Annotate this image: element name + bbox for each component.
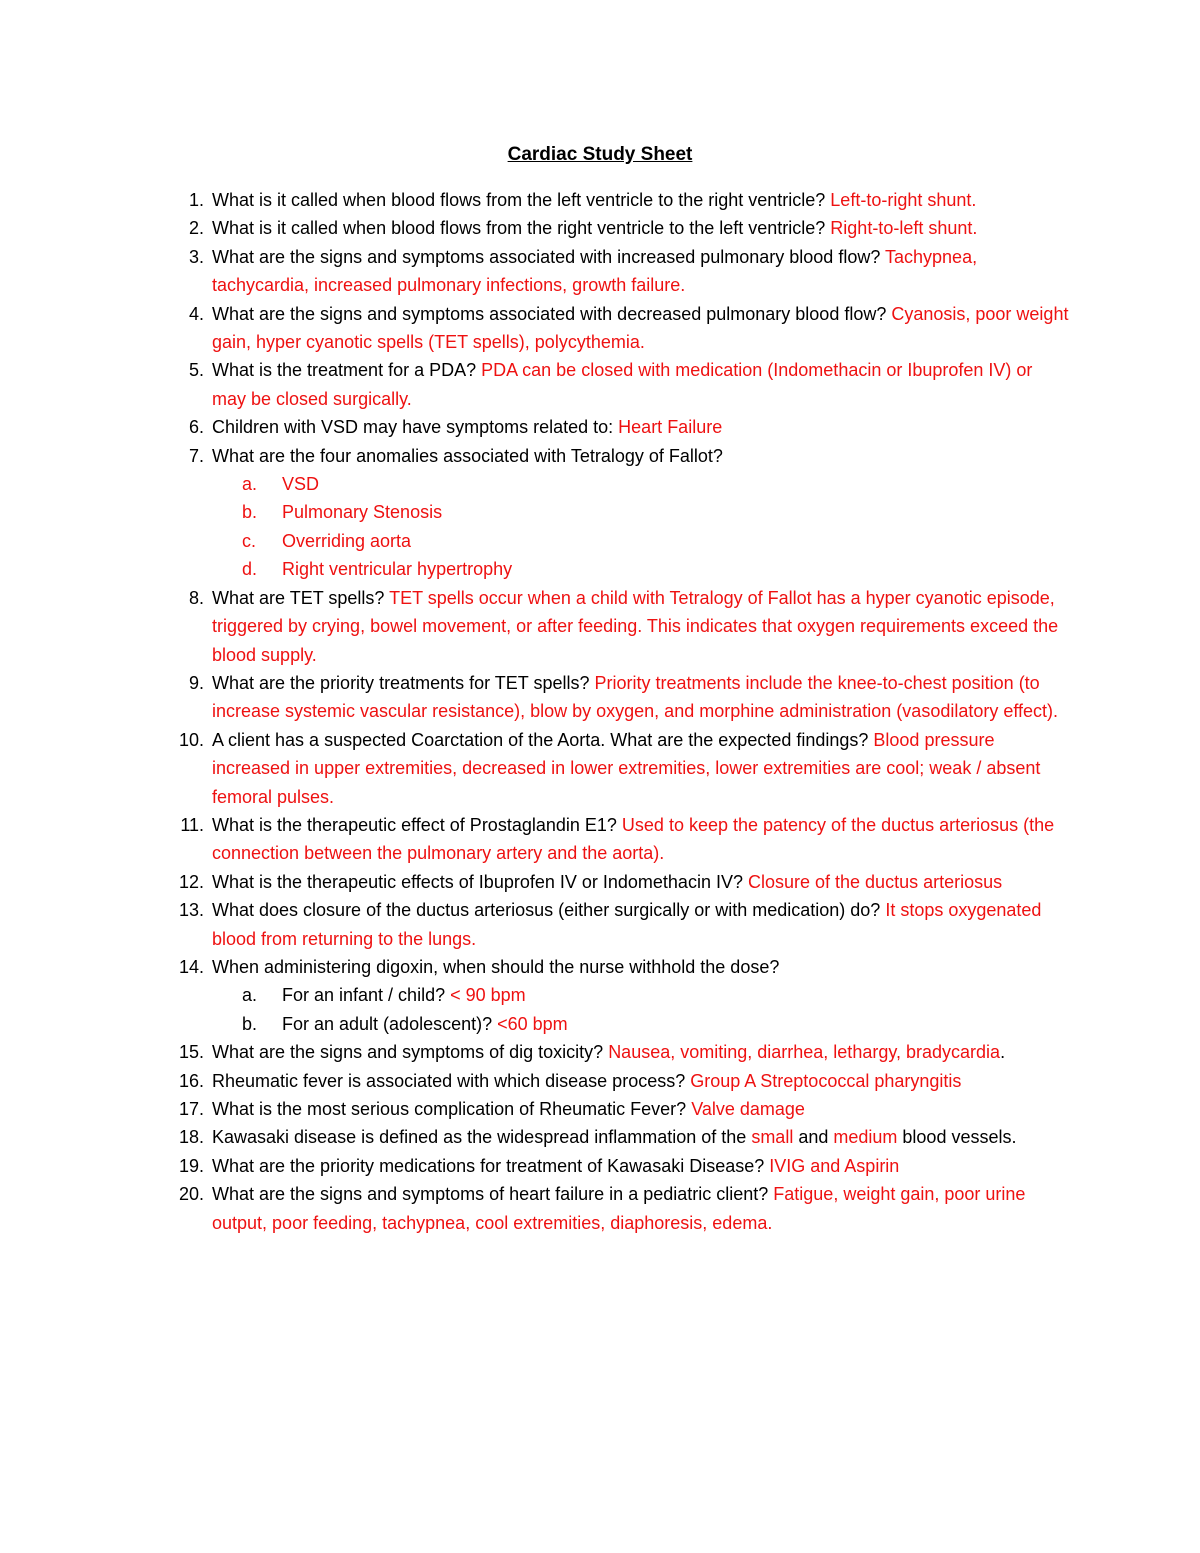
answer-text: Priority treatments include the knee-to-chest position (to increase systemic vascular resistance), blow by oxygen, and morphine administration (vasodilatory effect). <box>212 672 1059 722</box>
item-number: 13. <box>178 900 204 921</box>
answer-text: Cyanosis, poor weight gain, hyper cyanotic spells (TET spells), polycythemia. <box>212 303 1069 353</box>
question-text: Kawasaki disease is defined as the widespread inflammation of the <box>212 1127 752 1148</box>
list-item <box>160 669 1070 726</box>
answer-text: <60 bpm <box>497 1013 568 1034</box>
item-number: 18. <box>178 1127 204 1148</box>
list-item <box>160 442 1070 470</box>
list-item <box>160 1038 1070 1066</box>
answer-text: medium <box>833 1127 898 1148</box>
list-item <box>160 413 1070 441</box>
item-number: 19. <box>178 1155 204 1176</box>
list-item <box>160 1067 1070 1095</box>
sub-item-letter: b. <box>242 1013 258 1034</box>
sub-list-item <box>160 527 1070 555</box>
item-number: 17. <box>178 1099 204 1119</box>
list-item <box>160 356 1070 413</box>
item-number: 6. <box>188 417 204 438</box>
sub-list-item <box>160 981 1070 1009</box>
list-item <box>160 584 1070 669</box>
answer-text: Valve damage <box>691 1099 805 1119</box>
list-item <box>160 1152 1070 1180</box>
question-text: For an infant / child? <box>282 985 451 1006</box>
question-text: What is the treatment for a PDA? <box>212 360 482 381</box>
answer-text: Blood pressure increased in upper extremities, decreased in lower extremities, lower extremities are cool; weak / absent femoral pulses. <box>212 729 1041 807</box>
sub-item-letter: d. <box>242 559 258 580</box>
item-number: 12. <box>178 871 204 892</box>
question-text: and <box>793 1127 834 1148</box>
list-item <box>160 243 1070 300</box>
item-number: 9. <box>188 672 204 693</box>
answer-text: Heart Failure <box>618 417 723 438</box>
question-text: What are the priority medications for treatment of Kawasaki Disease? <box>212 1155 770 1176</box>
answer-text: Used to keep the patency of the ductus arteriosus (the connection between the pulmonary artery and the aorta). <box>212 814 1055 864</box>
sub-item-letter: a. <box>242 474 258 495</box>
question-text: For an adult (adolescent)? <box>282 1013 498 1034</box>
sub-list-item <box>160 555 1070 583</box>
sub-list-item <box>160 1010 1070 1038</box>
answer-text: Overriding aorta <box>282 530 412 551</box>
question-text: What is the therapeutic effect of Prostaglandin E1? <box>212 814 622 835</box>
sub-item-letter: c. <box>242 530 257 551</box>
question-text: What does closure of the ductus arteriosus (either surgically or with medication) do? <box>212 900 886 921</box>
question-text: What is it called when blood flows from the right ventricle to the left ventricle? <box>212 218 831 239</box>
item-number: 14. <box>178 956 204 977</box>
list-item <box>160 868 1070 896</box>
item-number: 11. <box>180 814 204 835</box>
answer-text: Tachypnea, tachycardia, increased pulmonary infections, growth failure. <box>212 246 978 296</box>
item-number: 1. <box>188 190 204 210</box>
item-number: 16. <box>178 1070 204 1091</box>
answer-text: VSD <box>282 474 320 495</box>
item-number: 8. <box>188 587 204 608</box>
answer-text: Fatigue, weight gain, poor urine output, poor feeding, tachypnea, cool extremities, diaphoresis, edema. <box>212 1184 1026 1233</box>
question-text: What are the four anomalies associated with Tetralogy of Fallot? <box>212 445 723 466</box>
item-number: 7. <box>188 445 204 466</box>
answer-text: IVIG and Aspirin <box>769 1155 900 1176</box>
answer-text: Group A Streptococcal pharyngitis <box>690 1070 962 1091</box>
answer-text: It stops oxygenated blood from returning to the lungs. <box>212 900 1042 949</box>
item-number: 10. <box>178 729 204 750</box>
question-text: What is the most serious complication of Rheumatic Fever? <box>212 1099 692 1119</box>
list-item <box>160 896 1070 953</box>
answer-text: < 90 bpm <box>450 985 526 1006</box>
list-item <box>160 1095 1070 1123</box>
list-item <box>160 1123 1070 1151</box>
question-text: Rheumatic fever is associated with which disease process? <box>212 1070 691 1091</box>
page-title: Cardiac Study Sheet <box>507 144 693 165</box>
list-item <box>160 811 1070 868</box>
question-text: What are the signs and symptoms associated with increased pulmonary blood flow? <box>212 246 886 267</box>
answer-text: Right-to-left shunt. <box>830 218 978 239</box>
list-item <box>160 953 1070 981</box>
item-number: 15. <box>178 1042 204 1063</box>
question-list <box>160 186 1070 1237</box>
question-text: A client has a suspected Coarctation of the Aorta. What are the expected findings? <box>212 729 874 750</box>
answer-text: TET spells occur when a child with Tetralogy of Fallot has a hyper cyanotic episode, triggered by crying, bowel movement, or after feeding. This indicates that oxygen requirements exceed the blood supply. <box>212 587 1059 665</box>
answer-text: small <box>751 1127 794 1148</box>
sub-item-letter: b. <box>242 502 258 523</box>
question-text: What is the therapeutic effects of Ibuprofen IV or Indomethacin IV? <box>212 871 748 892</box>
item-number: 2. <box>188 218 204 239</box>
answer-text: Left-to-right shunt. <box>830 190 977 210</box>
list-item <box>160 1180 1070 1237</box>
sub-item-letter: a. <box>242 985 258 1006</box>
list-item <box>160 300 1070 357</box>
question-text: Children with VSD may have symptoms related to: <box>212 417 619 438</box>
item-number: 5. <box>188 360 204 381</box>
answer-text: Pulmonary Stenosis <box>282 502 443 523</box>
question-text: . <box>1000 1042 1006 1063</box>
answer-text: Right ventricular hypertrophy <box>282 559 513 580</box>
question-text: What are TET spells? <box>212 587 390 608</box>
question-text: blood vessels. <box>897 1127 1017 1148</box>
answer-text: Closure of the ductus arteriosus <box>747 871 1003 892</box>
item-number: 4. <box>188 303 204 324</box>
question-text: What are the signs and symptoms of dig toxicity? <box>212 1042 609 1063</box>
item-number: 3. <box>188 246 204 267</box>
question-text: What is it called when blood flows from the left ventricle to the right ventricle? <box>212 190 831 210</box>
list-item <box>160 186 1070 214</box>
question-text: What are the signs and symptoms associated with decreased pulmonary blood flow? <box>212 303 892 324</box>
question-text: When administering digoxin, when should the nurse withhold the dose? <box>212 956 780 977</box>
question-text: What are the signs and symptoms of heart failure in a pediatric client? <box>212 1184 774 1205</box>
list-item <box>160 214 1070 242</box>
list-item <box>160 726 1070 811</box>
question-text: What are the priority treatments for TET spells? <box>212 672 595 693</box>
answer-text: PDA can be closed with medication (Indomethacin or Ibuprofen IV) or may be closed surgically. <box>212 360 1033 409</box>
sub-list-item <box>160 498 1070 526</box>
answer-text: Nausea, vomiting, diarrhea, lethargy, bradycardia <box>608 1042 1001 1063</box>
sub-list-item <box>160 470 1070 498</box>
item-number: 20. <box>178 1184 204 1205</box>
